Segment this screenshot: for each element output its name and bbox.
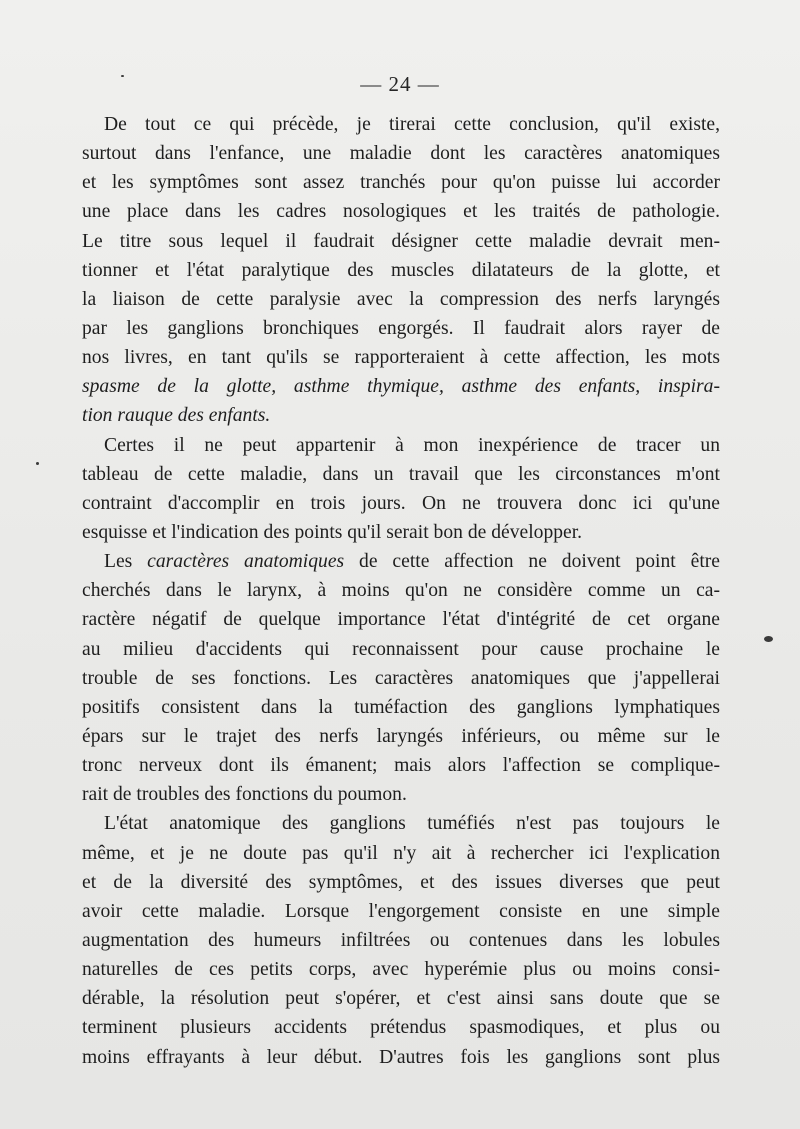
italic-text: spasme de la glotte, asthme thymique, asthme des enfants, inspira- xyxy=(82,376,720,398)
text-segment: Les xyxy=(104,551,148,573)
text-line xyxy=(82,256,720,285)
text-segment: tronc nerveux dont ils émanent; mais alors l'affection se complique- xyxy=(82,755,720,777)
text-segment: au milieu d'accidents qui reconnaissent pour cause prochaine le xyxy=(82,638,720,660)
text-segment: cherchés dans le larynx, à moins qu'on ne considère comme un ca- xyxy=(82,580,720,602)
text-line xyxy=(82,751,720,780)
text-segment: de cette affection ne doivent point être xyxy=(344,551,720,573)
text-line xyxy=(82,984,720,1013)
text-segment: rait de troubles des fonctions du poumon. xyxy=(82,784,407,806)
text-line xyxy=(82,489,720,518)
text-segment: tableau de cette maladie, dans un travail que les circonstances m'ont xyxy=(82,463,720,485)
text-line xyxy=(82,955,720,984)
text-segment: L'état anatomique des ganglions tuméfiés n'est pas toujours le xyxy=(104,813,720,835)
text-line xyxy=(82,460,720,489)
text-segment: tionner et l'état paralytique des muscles dilatateurs de la glotte, et xyxy=(82,259,720,281)
text-line xyxy=(82,1013,720,1042)
text-segment: augmentation des humeurs infiltrées ou contenues dans les lobules xyxy=(82,929,720,951)
text-line xyxy=(82,780,720,809)
text-line xyxy=(82,431,720,460)
text-segment: par les ganglions bronchiques engorgés. Il faudrait alors rayer de xyxy=(82,317,720,339)
text-line xyxy=(82,314,720,343)
text-segment: trouble de ses fonctions. Les caractères anatomiques que j'appellerai xyxy=(82,667,720,689)
ink-speck xyxy=(36,462,39,465)
text-line xyxy=(82,547,720,576)
page-number: — 24 — xyxy=(360,72,440,96)
text-line xyxy=(82,809,720,838)
text-line xyxy=(82,518,720,547)
text-line xyxy=(82,139,720,168)
text-segment: même, et je ne doute pas qu'il n'y ait à rechercher ici l'explication xyxy=(82,842,720,864)
text-line xyxy=(82,635,720,664)
text-line xyxy=(82,693,720,722)
ink-speck xyxy=(764,636,773,642)
text-segment: surtout dans l'enfance, une maladie dont les caractères anatomiques xyxy=(82,143,720,165)
text-segment: une place dans les cadres nosologiques et les traités de pathologie. xyxy=(82,201,720,223)
body-text xyxy=(82,110,720,1072)
text-segment: moins effrayants à leur début. D'autres fois les ganglions sont plus xyxy=(82,1046,720,1068)
text-line xyxy=(82,605,720,634)
text-line xyxy=(82,664,720,693)
text-segment: positifs consistent dans la tuméfaction des ganglions lymphatiques xyxy=(82,696,720,718)
text-segment: Certes il ne peut appartenir à mon inexpérience de tracer un xyxy=(104,434,720,456)
text-line xyxy=(82,372,720,401)
text-segment: la liaison de cette paralysie avec la compression des nerfs laryngés xyxy=(82,288,720,310)
italic-text: caractères anatomiques xyxy=(147,551,345,573)
text-segment: ractère négatif de quelque importance l'état d'intégrité de cet organe xyxy=(82,609,720,631)
text-line xyxy=(82,343,720,372)
text-line xyxy=(82,897,720,926)
text-line xyxy=(82,1043,720,1072)
text-segment: contraint d'accomplir en trois jours. On ne trouvera donc ici qu'une xyxy=(82,492,720,514)
text-segment: esquisse et l'indication des points qu'il serait bon de développer. xyxy=(82,521,583,543)
text-line xyxy=(82,576,720,605)
text-segment: naturelles de ces petits corps, avec hyperémie plus ou moins consi- xyxy=(82,959,720,981)
text-segment: Le titre sous lequel il faudrait désigner cette maladie devrait men- xyxy=(82,230,720,252)
text-line xyxy=(82,401,720,430)
text-line xyxy=(82,868,720,897)
text-segment: De tout ce qui précède, je tirerai cette conclusion, qu'il existe, xyxy=(104,114,720,135)
text-line xyxy=(82,227,720,256)
text-segment: et les symptômes sont assez tranchés pour qu'on puisse lui accorder xyxy=(82,172,720,194)
text-line xyxy=(82,168,720,197)
italic-text: tion rauque des enfants. xyxy=(82,405,271,427)
text-segment: avoir cette maladie. Lorsque l'engorgement consiste en une simple xyxy=(82,900,720,922)
text-line xyxy=(82,197,720,226)
text-line xyxy=(82,110,720,139)
text-line xyxy=(82,926,720,955)
text-line xyxy=(82,722,720,751)
text-segment: dérable, la résolution peut s'opérer, et c'est ainsi sans doute que se xyxy=(82,988,720,1010)
text-segment: nos livres, en tant qu'ils se rapporteraient à cette affection, les mots xyxy=(82,347,720,369)
text-segment: terminent plusieurs accidents prétendus spasmodiques, et plus ou xyxy=(82,1017,720,1039)
text-segment: épars sur le trajet des nerfs laryngés inférieurs, ou même sur le xyxy=(82,725,720,747)
text-line xyxy=(82,839,720,868)
text-segment: et de la diversité des symptômes, et des issues diverses que peut xyxy=(82,871,720,893)
text-line xyxy=(82,285,720,314)
